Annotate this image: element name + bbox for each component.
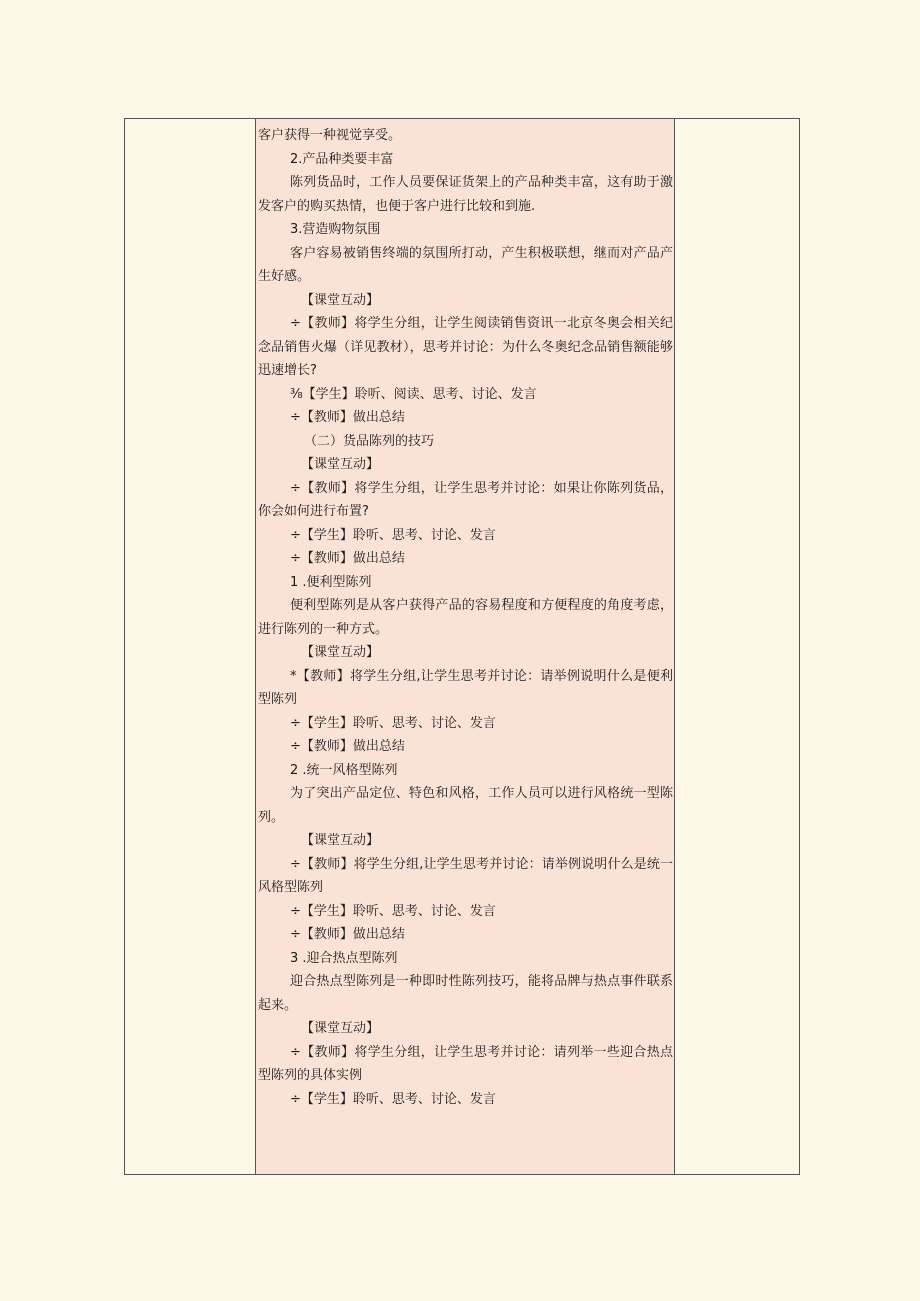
paragraph: 便利型陈列是从客户获得产品的容易程度和方便程度的角度考虑，进行陈列的一种方式。 bbox=[258, 598, 673, 637]
paragraph: 迎合热点型陈列是一种即时性陈列技巧，能将品牌与热点事件联系起来。 bbox=[258, 974, 673, 1013]
teacher-step: ÷【教师】将学生分组,让学生思考并讨论：请举例说明什么是统一风格型陈列 bbox=[258, 856, 673, 895]
interaction-heading: 【课堂互动】 bbox=[301, 457, 380, 472]
student-step: ⅜【学生】聆听、阅读、思考、讨论、发言 bbox=[290, 386, 537, 402]
interaction-heading: 【课堂互动】 bbox=[301, 1021, 380, 1036]
lesson-content bbox=[258, 124, 673, 1111]
teacher-step: ÷【教师】做出总结 bbox=[290, 410, 405, 425]
paragraph: 陈列货品时，工作人员要保证货架上的产品种类丰富，这有助于激发客户的购买热情，也便于客户进行比较和到施. bbox=[258, 175, 673, 214]
teacher-step: ÷【教师】将学生分组，让学生思考并讨论：请列举一些迎合热点型陈列的具体实例 bbox=[258, 1044, 673, 1083]
section-heading: 2.产品种类要丰富 bbox=[290, 151, 394, 167]
text-line: 客户获得一种视觉享受。 bbox=[258, 128, 402, 143]
interaction-heading: 【课堂互动】 bbox=[301, 645, 380, 660]
teacher-step: ÷【教师】做出总结 bbox=[290, 739, 405, 754]
section-heading: 3.营造购物氛围 bbox=[290, 222, 381, 237]
student-step: ÷【学生】聆听、思考、讨论、发言 bbox=[290, 715, 496, 731]
teacher-step: ÷【教师】做出总结 bbox=[290, 551, 405, 566]
section-heading: 2 .统一风格型陈列 bbox=[290, 762, 398, 778]
student-step: ÷【学生】聆听、思考、讨论、发言 bbox=[290, 1091, 496, 1107]
student-step: ÷【学生】聆听、思考、讨论、发言 bbox=[290, 903, 496, 919]
lesson-table bbox=[124, 118, 800, 1175]
section-heading: 3 .迎合热点型陈列 bbox=[290, 950, 398, 966]
table-right-column bbox=[675, 119, 799, 1174]
table-content-column bbox=[256, 119, 675, 1174]
paragraph: 为了突出产品定位、特色和风格，工作人员可以进行风格统一型陈列。 bbox=[258, 786, 673, 825]
teacher-step: ÷【教师】将学生分组，让学生阅读销售资讯一北京冬奥会相关纪念品销售火爆（详见教材），思考并讨论：为什么冬奥纪念品销售额能够迅速增长? bbox=[258, 316, 673, 378]
section-heading: （二）货品陈列的技巧 bbox=[304, 433, 435, 449]
section-heading: 1 .便利型陈列 bbox=[290, 574, 372, 590]
interaction-heading: 【课堂互动】 bbox=[301, 292, 380, 308]
teacher-step: ÷【教师】将学生分组，让学生思考并讨论：如果让你陈列货品，你会如何进行布置? bbox=[258, 480, 673, 519]
interaction-heading: 【课堂互动】 bbox=[301, 833, 380, 848]
teacher-step: ÷【教师】做出总结 bbox=[290, 927, 405, 942]
student-step: ÷【学生】聆听、思考、讨论、发言 bbox=[290, 527, 496, 543]
teacher-step: *【教师】将学生分组,让学生思考并讨论：请举例说明什么是便利型陈列 bbox=[258, 668, 673, 707]
table-left-column bbox=[125, 119, 256, 1174]
paragraph: 客户容易被销售终端的氛围所打动，产生积极联想，继而对产品产生好感。 bbox=[258, 245, 673, 284]
